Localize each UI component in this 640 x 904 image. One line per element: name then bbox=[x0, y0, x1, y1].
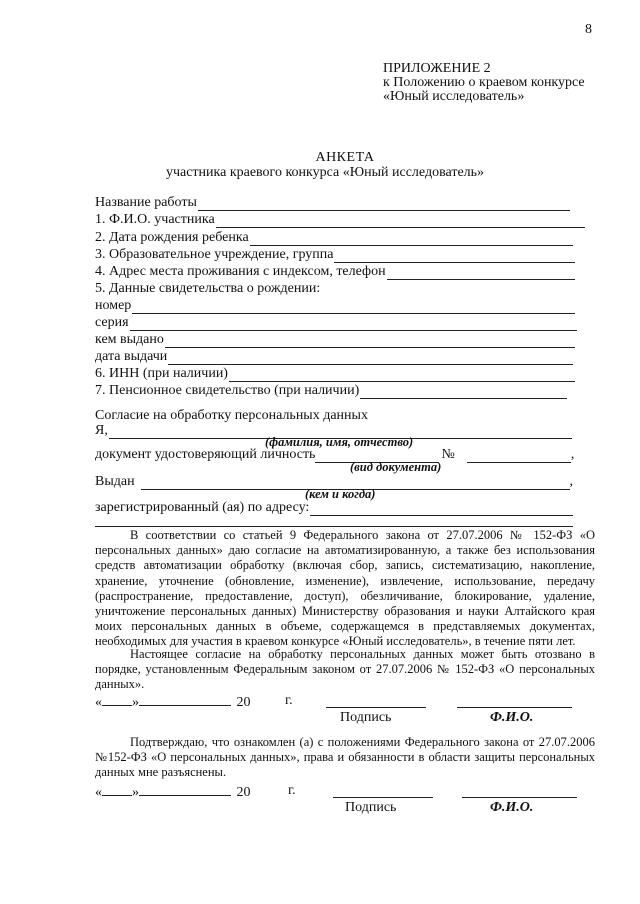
appendix-header bbox=[383, 62, 585, 104]
fill-line bbox=[132, 301, 575, 314]
date-field-2[interactable]: « » 20 bbox=[95, 785, 251, 800]
date-field-1[interactable]: « » 20 bbox=[95, 695, 251, 710]
field-label: 1. Ф.И.О. участника bbox=[95, 212, 215, 227]
field-pension-certificate[interactable] bbox=[95, 382, 567, 399]
fill-line bbox=[360, 386, 567, 399]
field-cert-number[interactable] bbox=[95, 297, 575, 314]
field-label: кем выдано bbox=[95, 332, 164, 347]
field-label: 7. Пенсионное свидетельство (при наличии) bbox=[95, 383, 360, 398]
signature-line-1[interactable] bbox=[326, 707, 426, 708]
field-identity-document[interactable] bbox=[95, 446, 575, 463]
appendix-line-2: к Положению о краевом конкурсе bbox=[383, 75, 585, 90]
fill-line bbox=[467, 450, 571, 463]
issued-label: Выдан bbox=[95, 474, 135, 489]
field-label: 4. Адрес места проживания с индексом, телефон bbox=[95, 264, 386, 279]
fill-line bbox=[130, 318, 577, 331]
registered-label: зарегистрированный (ая) по адресу: bbox=[95, 500, 310, 515]
field-cert-issued-by[interactable] bbox=[95, 331, 575, 348]
field-inn[interactable] bbox=[95, 365, 575, 382]
year-suffix-1: г. bbox=[285, 693, 293, 708]
fill-line bbox=[168, 352, 573, 365]
appendix-line-1: ПРИЛОЖЕНИЕ 2 bbox=[383, 61, 491, 76]
field-school-group[interactable] bbox=[95, 246, 575, 263]
field-label: дата выдачи bbox=[95, 349, 168, 364]
sign-label-2: Подпись bbox=[345, 800, 397, 815]
fill-line bbox=[198, 198, 570, 211]
consent-paragraph-3: Подтверждаю, что ознакомлен (а) с положениями Федерального закона от 27.07.2006 №152-ФЗ «О персональных данных», права и обязанности в области защиты персональных данных мне разъяснены. bbox=[95, 735, 595, 780]
field-participant-name[interactable] bbox=[95, 211, 585, 228]
address-line-2[interactable] bbox=[95, 526, 573, 527]
field-cert-series[interactable] bbox=[95, 314, 577, 331]
field-birth-date[interactable] bbox=[95, 229, 573, 246]
signature-line-2[interactable] bbox=[333, 797, 433, 798]
number-sign: № bbox=[441, 447, 455, 462]
fio-label-2: Ф.И.О. bbox=[490, 800, 534, 815]
field-work-title[interactable] bbox=[95, 194, 570, 211]
consent-heading: Согласие на обработку персональных данных bbox=[95, 408, 368, 423]
field-address-phone[interactable] bbox=[95, 263, 575, 280]
year-suffix-2: г. bbox=[288, 783, 296, 798]
consent-paragraph-2: Настоящее согласие на обработку персональных данных может быть отозвано в порядке, установленным Федеральным законом от 27.07.2006 № 152-ФЗ «О персональных данных». bbox=[95, 647, 595, 692]
fill-line bbox=[216, 215, 585, 228]
field-birth-certificate bbox=[95, 280, 575, 297]
field-label: 5. Данные свидетельства о рождении: bbox=[95, 281, 321, 296]
fill-line bbox=[334, 250, 575, 263]
form-title bbox=[0, 150, 640, 180]
field-label: серия bbox=[95, 315, 129, 330]
fio-line-2[interactable] bbox=[462, 797, 577, 798]
fio-label-1: Ф.И.О. bbox=[490, 710, 534, 725]
appendix-line-3: «Юный исследователь» bbox=[383, 89, 525, 104]
fill-line bbox=[387, 267, 575, 280]
comma: , bbox=[570, 447, 575, 462]
consent-paragraph-1: В соответствии со статьей 9 Федерального закона от 27.07.2006 № 152-ФЗ «О персональных данных» даю согласие на автоматизированную, а также без использования средств автоматизации обработку (включая сбор, запись, систематизацию, накопление, хранение, уточнение (обновление, изменение), извлечение, использование, передачу (распространение, предоставление, доступ), обезличивание, блокирование, удаление, уничтожение персональных данных) Министерству образования и науки Алтайского края моих персональных данных в объеме, содержащемся в представляемых документах, необходимых для участия в краевом конкурсе «Юный исследователь», в течение пяти лет. bbox=[95, 528, 595, 649]
field-label: Название работы bbox=[95, 195, 197, 210]
field-label: 6. ИНН (при наличии) bbox=[95, 366, 228, 381]
field-cert-issue-date[interactable] bbox=[95, 348, 573, 365]
fio-line-1[interactable] bbox=[457, 707, 572, 708]
fio-caption: (фамилия, имя, отчество) bbox=[265, 435, 414, 449]
fill-line bbox=[165, 335, 575, 348]
form-subheading: участника краевого конкурса «Юный исследователь» bbox=[165, 165, 485, 180]
fill-line bbox=[250, 233, 573, 246]
doc-caption: (вид документа) bbox=[350, 460, 442, 474]
fill-line bbox=[229, 369, 575, 382]
field-label: номер bbox=[95, 298, 132, 313]
fill-line bbox=[310, 503, 573, 516]
ya-label: Я, bbox=[95, 423, 108, 438]
issued-caption: (кем и когда) bbox=[305, 487, 376, 501]
field-label: 2. Дата рождения ребенка bbox=[95, 230, 249, 245]
page-number: 8 bbox=[585, 22, 592, 37]
document-label: документ удостоверяющий личность bbox=[95, 447, 316, 462]
field-label: 3. Образовательное учреждение, группа bbox=[95, 247, 334, 262]
sign-label-1: Подпись bbox=[340, 710, 392, 725]
field-registered-address[interactable] bbox=[95, 499, 573, 516]
comma: , bbox=[569, 474, 573, 489]
form-heading: АНКЕТА bbox=[315, 150, 375, 165]
